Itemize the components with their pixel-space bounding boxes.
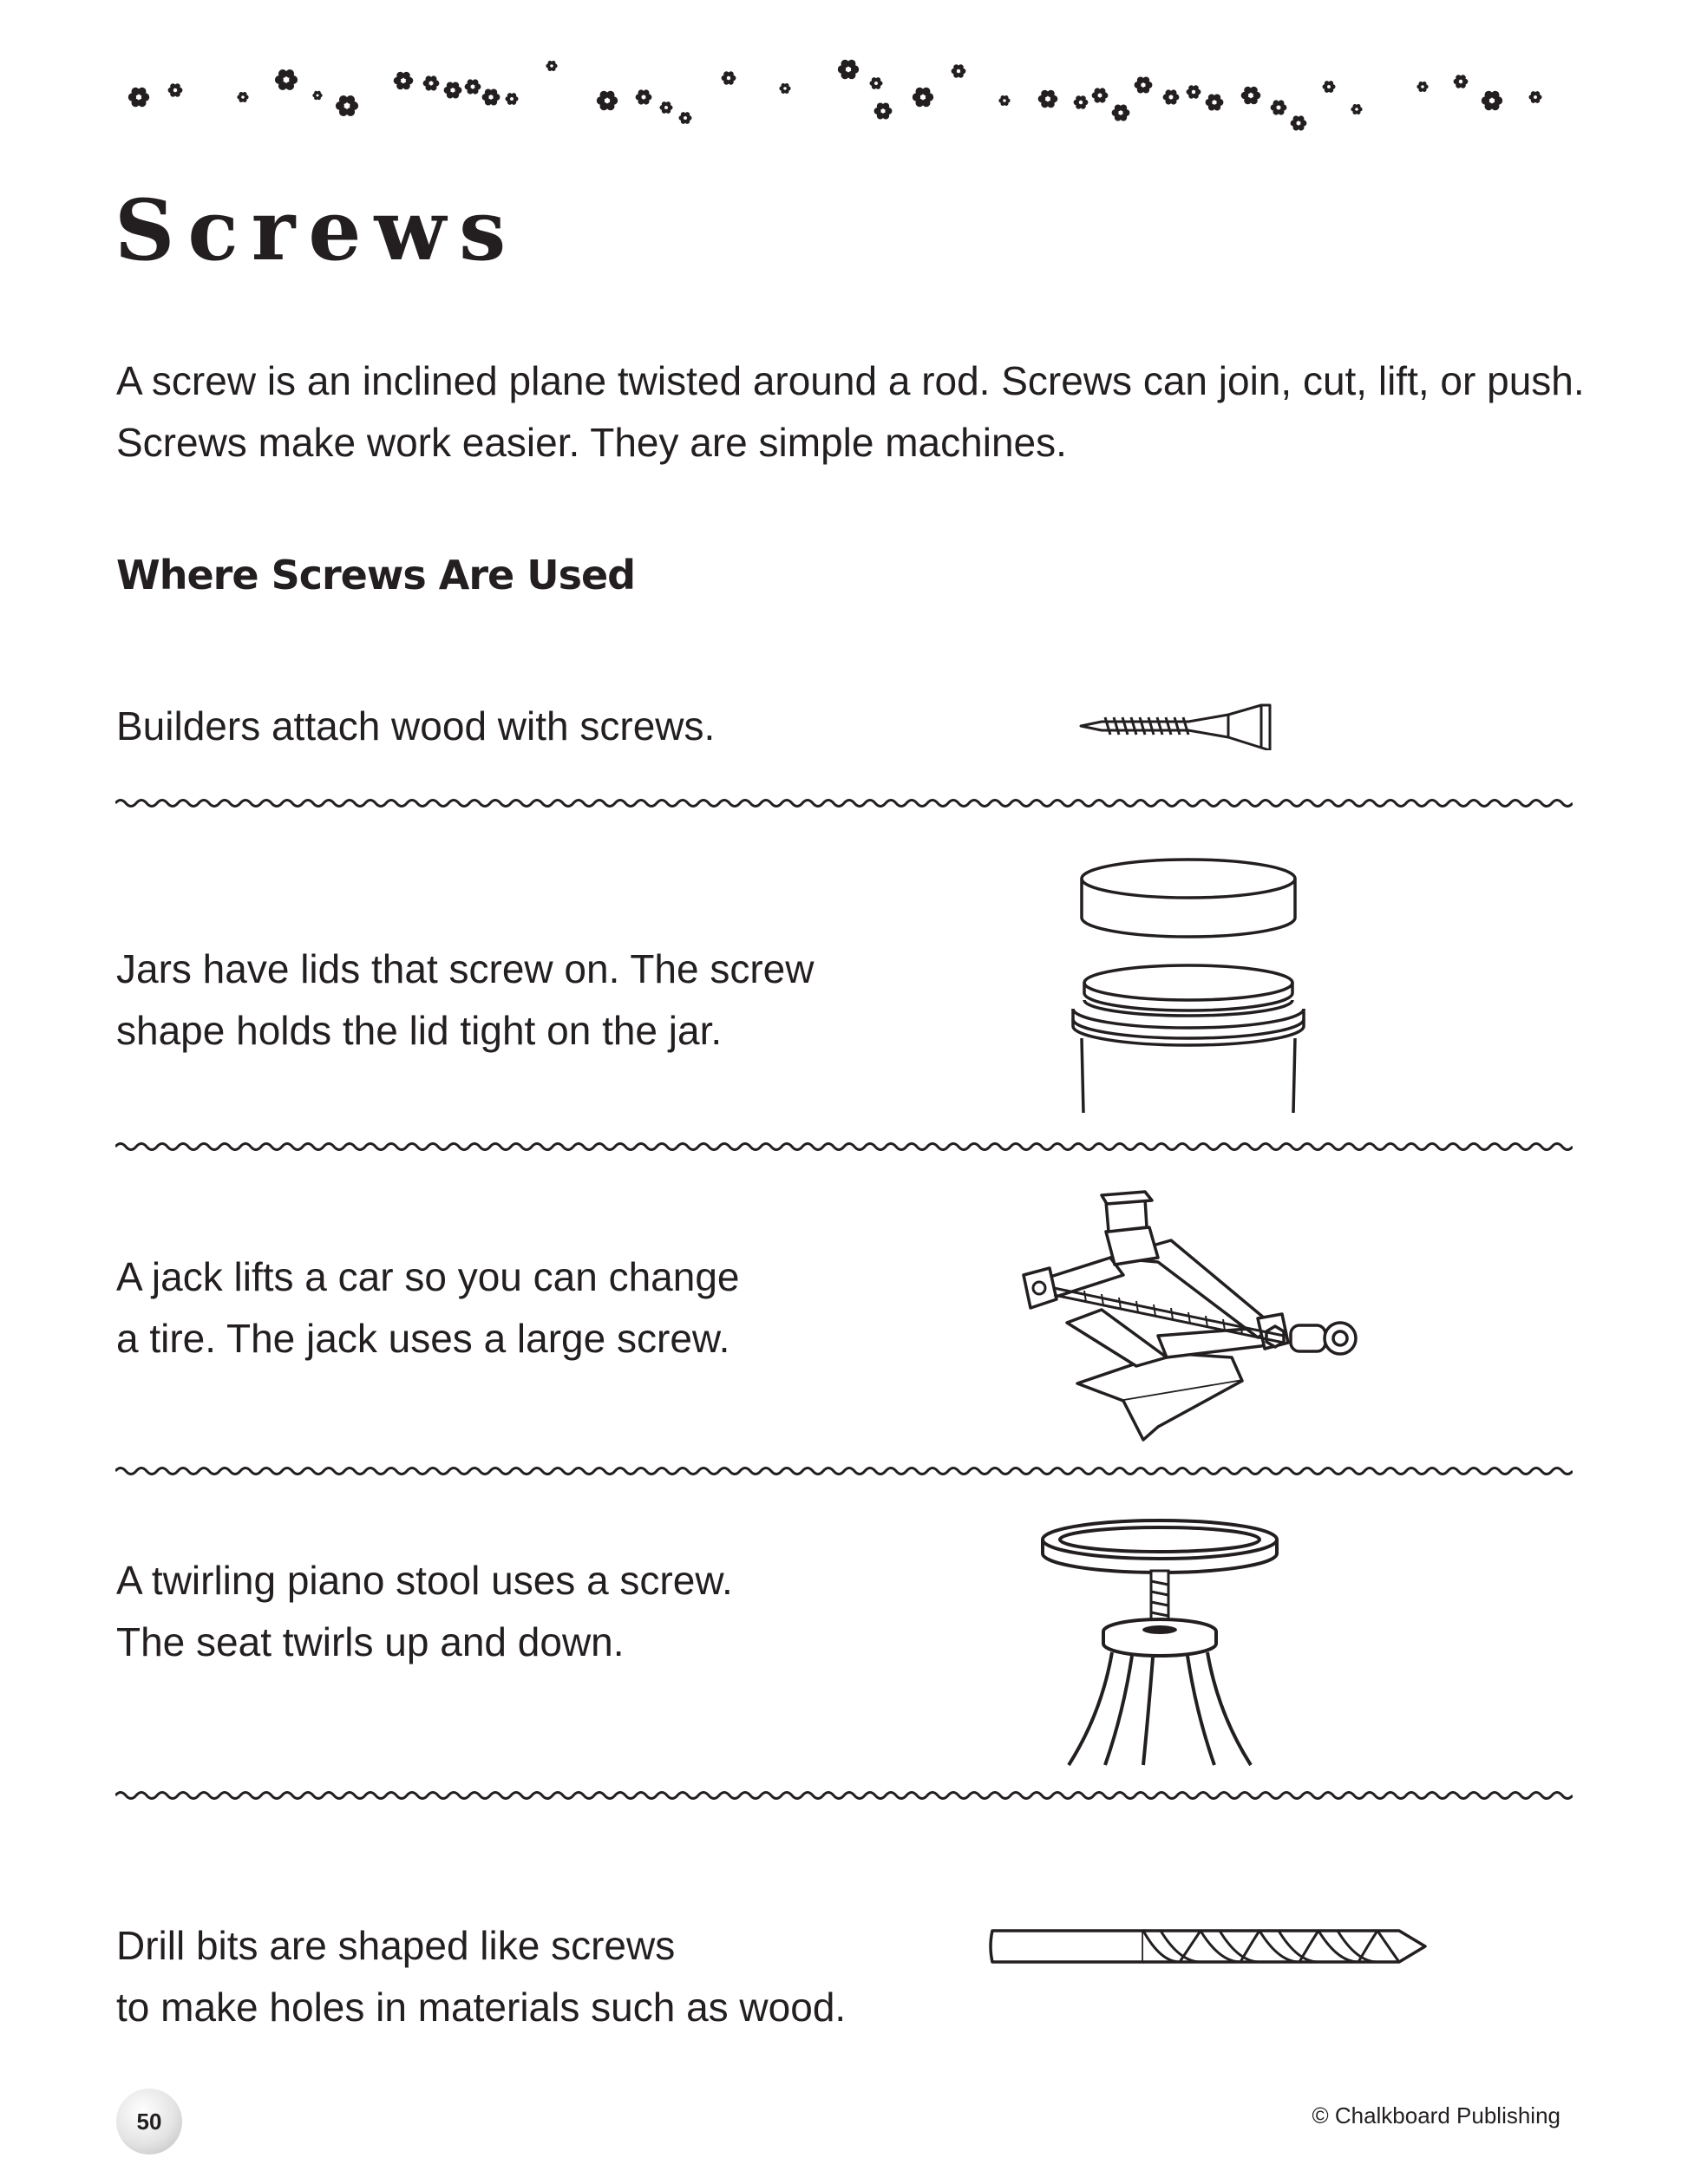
flower-icon <box>128 88 149 107</box>
item-line: shape holds the lid tight on the jar. <box>116 1008 723 1053</box>
flower-icon <box>336 95 358 116</box>
flower-icon <box>679 112 692 124</box>
page-number: 50 <box>116 2089 182 2155</box>
flower-icon <box>1187 85 1201 98</box>
section-heading: Where Screws Are Used <box>116 552 636 598</box>
item-line: Drill bits are shaped like screws <box>116 1923 676 1968</box>
flower-icon <box>1454 75 1469 88</box>
flower-icon <box>722 71 736 84</box>
item-line: A twirling piano stool uses a screw. <box>116 1558 733 1603</box>
item-text-stool <box>116 1550 733 1673</box>
flower-icon <box>275 69 298 90</box>
wavy-divider <box>115 794 1573 812</box>
item-text-builders <box>116 696 715 757</box>
flower-icon <box>444 82 462 99</box>
flower-icon <box>636 89 652 104</box>
item-line: A jack lifts a car so you can change <box>116 1254 740 1299</box>
item-text-drill <box>116 1915 846 2038</box>
flower-icon <box>1074 95 1089 108</box>
flower-icon <box>913 88 933 107</box>
flower-icon <box>237 92 248 102</box>
wavy-divider <box>115 1787 1573 1804</box>
flower-icon <box>597 91 618 110</box>
flower-icon <box>1482 91 1502 110</box>
flower-icon <box>1241 87 1261 105</box>
flower-icon <box>465 79 481 94</box>
flower-icon <box>312 91 322 100</box>
item-line: The seat twirls up and down. <box>116 1619 625 1664</box>
flower-icon <box>1529 91 1542 103</box>
flower-icon <box>1291 115 1307 130</box>
flower-icon <box>168 83 183 96</box>
flower-icon <box>874 103 893 120</box>
flower-icon <box>838 60 859 79</box>
wood-screw-icon <box>1076 698 1275 750</box>
drill-bit-icon <box>987 1924 1438 1967</box>
flower-border <box>0 0 1688 147</box>
flower-icon <box>394 72 414 90</box>
piano-stool-icon <box>1032 1514 1292 1774</box>
flower-icon <box>952 64 966 77</box>
flower-icon <box>870 77 883 89</box>
item-line: Builders attach wood with screws. <box>116 703 716 749</box>
flower-icon <box>1112 105 1130 121</box>
wavy-divider <box>115 1462 1573 1480</box>
flower-icon <box>1206 95 1224 111</box>
wavy-divider <box>115 1138 1573 1155</box>
flower-icon <box>1038 90 1058 108</box>
car-jack-icon <box>1015 1188 1371 1448</box>
flower-icon <box>1323 81 1336 93</box>
jar-and-lid-icon <box>1063 854 1314 1119</box>
flower-icon <box>660 101 673 114</box>
flower-icon <box>506 93 519 105</box>
flower-icon <box>998 95 1010 106</box>
item-line: Jars have lids that screw on. The screw <box>116 946 815 991</box>
flower-icon <box>1351 104 1362 114</box>
intro-paragraph: A screw is an inclined plane twisted around a rod. Screws can join, cut, lift, or push. Screws make work easier. They are simple machines. <box>116 358 1585 465</box>
copyright: © Chalkboard Publishing <box>1312 2102 1560 2128</box>
flower-icon <box>482 89 501 106</box>
flower-icon <box>546 61 557 71</box>
item-line: a tire. The jack uses a large screw. <box>116 1316 730 1361</box>
item-line: to make holes in materials such as wood. <box>116 1985 847 2030</box>
flower-icon <box>1163 89 1180 104</box>
flower-icon <box>423 75 440 90</box>
flower-icon <box>1092 88 1109 102</box>
page-title: Screws <box>114 181 520 279</box>
item-text-jack <box>116 1246 740 1370</box>
flower-icon <box>779 83 790 94</box>
flower-icon <box>1271 100 1287 114</box>
flower-icon <box>1135 77 1153 94</box>
flower-icon <box>1416 82 1428 92</box>
item-text-jars <box>116 938 814 1062</box>
